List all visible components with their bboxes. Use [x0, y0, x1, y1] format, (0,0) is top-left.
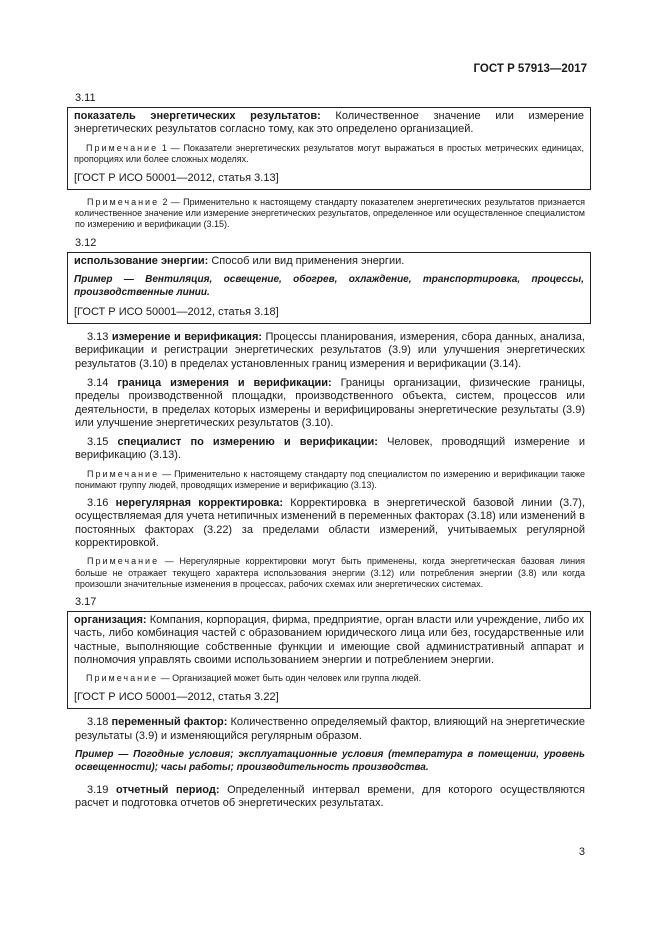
note-text: 2 — Применительно к настоящему стандарту показателем энергетических результатов признается количественное значение или измерение энергетических результатов, определенное или осуществленное специалистом по измерению и верификации (3.15).	[75, 197, 585, 230]
note-2	[75, 197, 585, 231]
term-box-3-11	[67, 107, 591, 190]
term-definition	[74, 110, 584, 137]
section-number: 3.19	[87, 784, 109, 797]
term-definition	[74, 614, 584, 667]
note-label: Примечание	[87, 468, 160, 479]
term-definition	[74, 255, 584, 268]
example-label: Пример	[75, 748, 114, 760]
source-reference: [ГОСТ Р ИСО 50001—2012, статья 3.22]	[74, 691, 279, 704]
example	[75, 749, 585, 774]
example-text: — Погодные условия; эксплуатационные условия (температура в помещении, уровень освещенности); часы работы; производительность производства.	[75, 748, 585, 773]
example-text: — Вентиляция, освещение, обогрев, охлаждение, транспортировка, процессы, производственные линии.	[74, 273, 584, 298]
term: организация:	[74, 613, 147, 626]
note-label: Примечание	[87, 197, 160, 207]
definition: Границы организации, физические границы, пределы производственной площадки, производственного объекта, систем, процессов или деятельности, в пределах которых измерены и верифицированы энергетические результаты (3.9) или улучшение энергетических результатов (3.10).	[75, 376, 585, 429]
source-reference: [ГОСТ Р ИСО 50001—2012, статья 3.13]	[74, 172, 279, 184]
standard-designation: ГОСТ Р 57913—2017	[473, 63, 587, 75]
term-entry-3-18	[75, 716, 585, 743]
definition: Количественно определяемый фактор, влияющий на энергетические результаты (3.9) и изменяющийся регулярным образом.	[75, 716, 585, 742]
term-entry-3-15	[75, 436, 585, 463]
note	[75, 469, 585, 491]
definition: Количественное значение или измерение энергетических результатов согласно тому, как это определено организацией.	[74, 110, 584, 136]
term: нерегулярная корректировка:	[115, 497, 284, 510]
note-label: Примечание	[87, 556, 160, 567]
note-label: Примечание	[86, 673, 159, 684]
note	[74, 673, 584, 684]
term-entry-3-19	[75, 784, 585, 811]
note-text: — Применительно к настоящему стандарту под специалистом по измерению и верификации также понимают группу людей, проводящих измерение и верификацию (3.13).	[75, 468, 585, 490]
section-number: 3.15	[87, 436, 109, 449]
definition: Компания, корпорация, фирма, предприятие, орган власти или учреждение, либо их часть, либо комбинация частей с образованием юридического лица или без, государственные или частные, выполняющие собственные функции и имеющие свой административный аппарат и полномочия управлять своими использованием энергии и потреблением энергии.	[74, 613, 584, 666]
definition: Человек, проводящий измерение и верификацию (3.13).	[75, 436, 585, 462]
term-box-3-12	[67, 252, 591, 324]
source-reference: [ГОСТ Р ИСО 50001—2012, статья 3.18]	[74, 306, 279, 319]
example-label: Пример	[74, 273, 113, 285]
note-text: — Организацией может быть один человек или группа людей.	[158, 673, 422, 684]
term: отчетный период:	[116, 784, 220, 797]
example	[74, 274, 584, 299]
section-number: 3.12	[75, 236, 97, 249]
term-box-3-17	[67, 611, 591, 709]
section-number: 3.14	[87, 376, 109, 389]
term: переменный фактор:	[111, 716, 228, 729]
section-number: 3.18	[87, 716, 109, 729]
term: измерение и верификация:	[111, 331, 263, 344]
definition: Процессы планирования, измерения, сбора данных, анализа, верификации и регистрации энергетических результатов (3.9) или улучшения энергетических результатов (3.10) в пределах установленных границ измерения и верификации (3.14).	[75, 331, 585, 370]
document-content	[75, 92, 585, 811]
note	[74, 143, 584, 165]
term: граница измерения и верификации:	[117, 376, 332, 389]
term-entry-3-13	[75, 331, 585, 371]
definition: Корректировка в энергетической базовой линии (3.7), осуществляемая для учета нетипичных изменений в переменных факторах (3.18) или изменений в постоянных факторах (3.22) за пределами области измерений, учитываемых регулярной корректировкой.	[75, 497, 586, 550]
term-entry-3-16	[75, 497, 585, 550]
term-entry-3-14	[75, 377, 585, 430]
term: специалист по измерению и верификации:	[117, 436, 378, 449]
term: использование энергии:	[74, 254, 209, 267]
note	[75, 556, 585, 590]
section-number: 3.17	[75, 595, 97, 608]
term: показатель энергетических результатов:	[74, 110, 321, 122]
definition: Определенный интервал времени, для которого осуществляются расчет и подготовка отчетов об энергетических результатах.	[75, 784, 585, 810]
section-number: 3.16	[87, 497, 109, 510]
note-text: 1 — Показатели энергетических результатов могут выражаться в простых метрических единицах, пропорциях или более сложных моделях.	[74, 142, 584, 164]
note-label: Примечание	[86, 142, 159, 153]
section-number: 3.11	[75, 92, 96, 104]
page-number: 3	[578, 846, 585, 858]
definition: Способ или вид применения энергии.	[208, 254, 405, 267]
section-number: 3.13	[87, 331, 109, 344]
note-text: — Нерегулярные корректировки могут быть применены, когда энергетическая базовая линия больше не отражает текущего характера использования энергии (3.12) или потребления энергии (3.8) или когда произошли значительные изменения в процессах, рабочих схемах или энергетических системах.	[75, 556, 585, 589]
